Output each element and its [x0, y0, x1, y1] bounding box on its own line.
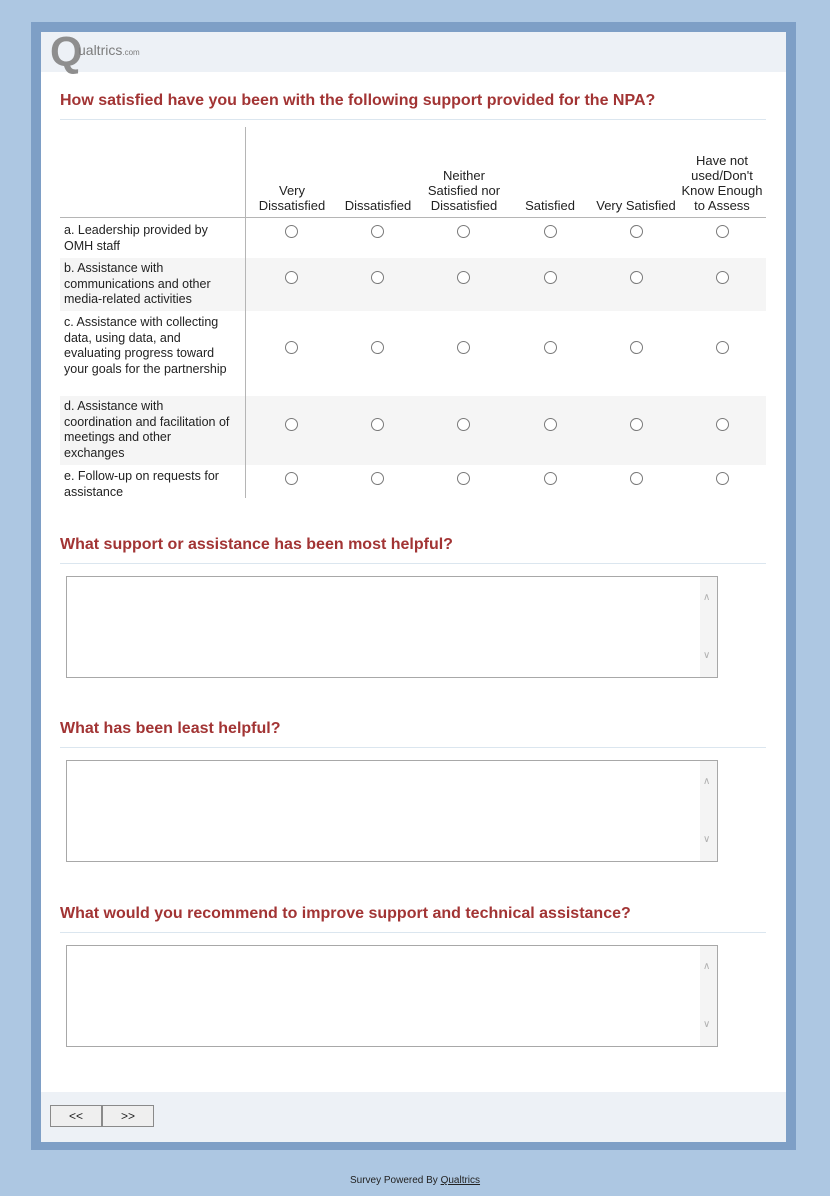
recommend-textarea[interactable] [66, 945, 718, 1047]
column-header: Satisfied [525, 198, 575, 213]
matrix-radio[interactable] [630, 225, 643, 238]
least-helpful-textarea[interactable] [66, 760, 718, 862]
matrix-radio[interactable] [544, 271, 557, 284]
matrix-radio[interactable] [544, 225, 557, 238]
matrix-header [60, 127, 766, 218]
row-label: a. Leadership provided by OMH staff [64, 223, 208, 253]
scroll-up-icon[interactable]: ∧ [703, 961, 711, 972]
row-label: c. Assistance with collecting data, using data, and evaluating progress toward your goals for the partnership [64, 315, 227, 376]
scroll-up-icon[interactable]: ∧ [703, 592, 711, 603]
most-helpful-textarea[interactable] [66, 576, 718, 678]
survey-frame [31, 22, 796, 1150]
matrix-radio[interactable] [285, 418, 298, 431]
column-header: Have not used/Don't Know Enough to Assess [681, 153, 763, 213]
matrix-question-title: How satisfied have you been with the following support provided for the NPA? [60, 92, 766, 120]
matrix-radio[interactable] [716, 418, 729, 431]
textarea-scrollbar[interactable] [700, 577, 717, 677]
row-label: e. Follow-up on requests for assistance [64, 469, 219, 499]
matrix-radio[interactable] [716, 271, 729, 284]
matrix-radio[interactable] [371, 341, 384, 354]
matrix-row [60, 465, 766, 503]
qualtrics-logo [50, 28, 140, 76]
matrix-radio[interactable] [716, 472, 729, 485]
matrix-radio[interactable] [544, 341, 557, 354]
textarea-scrollbar[interactable] [700, 761, 717, 861]
matrix-radio[interactable] [716, 341, 729, 354]
navigation-bar [41, 1092, 786, 1142]
qualtrics-link[interactable]: Qualtrics [440, 1175, 481, 1186]
column-header: Very Dissatisfied [258, 183, 326, 213]
question-title: What support or assistance has been most helpful? [60, 536, 766, 564]
column-header: Very Satisfied [596, 198, 676, 213]
next-button[interactable]: >> [102, 1105, 154, 1127]
matrix-radio[interactable] [371, 271, 384, 284]
logo-suffix: .com [122, 48, 140, 57]
matrix-radio[interactable] [630, 418, 643, 431]
matrix-divider [245, 127, 246, 498]
matrix-radio[interactable] [630, 472, 643, 485]
logo-q: Q [50, 28, 81, 75]
scroll-down-icon[interactable]: ∨ [703, 650, 711, 661]
survey-panel [41, 28, 786, 1142]
logo-text: ualtrics [78, 42, 123, 58]
matrix-radio[interactable] [371, 225, 384, 238]
scroll-up-icon[interactable]: ∧ [703, 776, 711, 787]
matrix-radio[interactable] [285, 472, 298, 485]
matrix-radio[interactable] [630, 271, 643, 284]
back-button[interactable]: << [50, 1105, 102, 1127]
logo-bar [41, 28, 786, 75]
footer [0, 1175, 830, 1186]
matrix-radio[interactable] [457, 225, 470, 238]
matrix-radio[interactable] [457, 341, 470, 354]
matrix-row [60, 218, 766, 258]
footer-text: Survey Powered By [349, 1175, 441, 1186]
matrix-radio[interactable] [630, 341, 643, 354]
matrix-radio[interactable] [544, 472, 557, 485]
column-header: Dissatisfied [344, 198, 412, 213]
row-label: d. Assistance with coordination and facilitation of meetings and other exchanges [64, 399, 230, 460]
matrix-radio[interactable] [371, 418, 384, 431]
matrix-radio[interactable] [457, 472, 470, 485]
matrix-row [60, 311, 766, 396]
matrix-radio[interactable] [457, 271, 470, 284]
matrix-row [60, 258, 766, 311]
matrix-radio[interactable] [285, 341, 298, 354]
column-header: Neither Satisfied nor Dissatisfied [427, 168, 501, 213]
matrix-radio[interactable] [716, 225, 729, 238]
matrix-radio[interactable] [285, 271, 298, 284]
matrix-row [60, 396, 766, 465]
textarea-scrollbar[interactable] [700, 946, 717, 1046]
matrix-radio[interactable] [285, 225, 298, 238]
matrix-radio[interactable] [457, 418, 470, 431]
satisfaction-matrix [60, 127, 766, 503]
scroll-down-icon[interactable]: ∨ [703, 834, 711, 845]
matrix-radio[interactable] [371, 472, 384, 485]
row-label: b. Assistance with communications and other media-related activities [64, 261, 211, 306]
matrix-radio[interactable] [544, 418, 557, 431]
scroll-down-icon[interactable]: ∨ [703, 1019, 711, 1030]
question-title: What would you recommend to improve support and technical assistance? [60, 905, 766, 933]
question-title: What has been least helpful? [60, 720, 766, 748]
